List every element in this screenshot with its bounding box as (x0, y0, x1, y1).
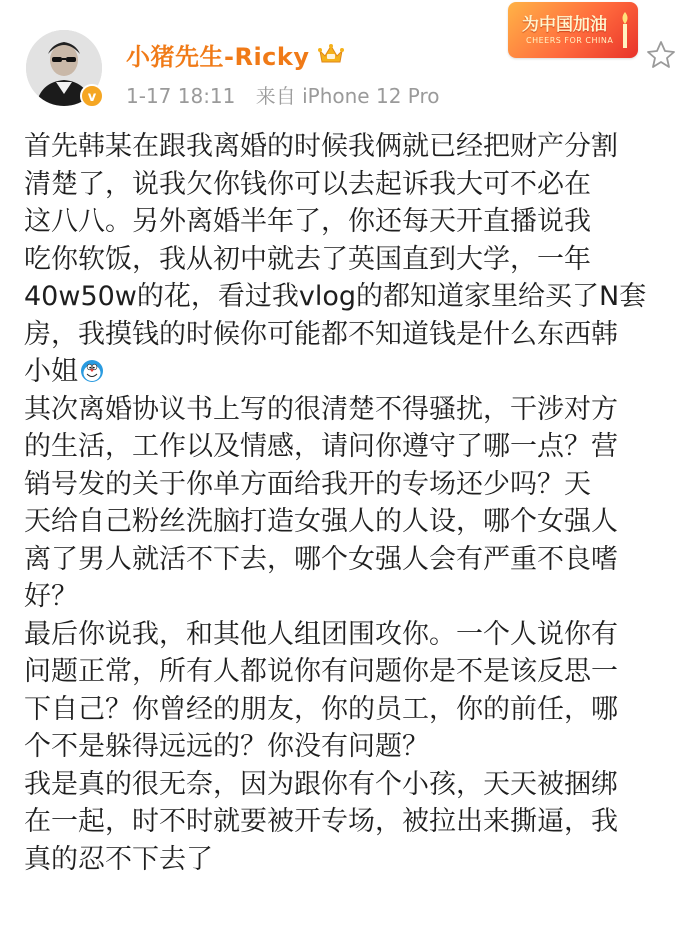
content-line: 销号发的关于你单方面给我开的专场还少吗？天 (24, 468, 591, 500)
post-meta (126, 80, 454, 109)
content-line: 问题正常，所有人都说你有问题你是不是该反思一 (24, 656, 618, 687)
content-line: 吃你软饭，我从初中就去了英国直到大学，一年 (24, 243, 591, 275)
username-row (126, 36, 344, 72)
verified-badge-icon (80, 84, 104, 108)
content-line: 我是真的很无奈，因为跟你有个小孩，天天被捆绑 (24, 768, 618, 800)
content-line: 其次离婚协议书上写的很清楚不得骚扰，干涉对方 (24, 393, 618, 425)
content-line: 下自己？你曾经的朋友，你的员工，你的前任，哪 (24, 693, 618, 725)
crown-icon[interactable] (318, 43, 344, 65)
post-timestamp: 1-17 18:11 (126, 84, 236, 108)
promo-banner[interactable] (508, 2, 638, 58)
content-line: 40w50w的花，看过我vlog的都知道家里给买了N套 (24, 281, 647, 312)
username[interactable]: 小猪先生-Ricky (126, 42, 310, 71)
content-line: 真的忍不下去了 (24, 843, 213, 875)
post-source: 来自 iPhone 12 Pro (255, 84, 440, 108)
content-line: 清楚了，说我欠你钱你可以去起诉我大可不必在 (24, 168, 591, 200)
post-content (24, 128, 680, 878)
content-line: 最后你说我，和其他人组团围攻你。一个人说你有 (24, 618, 618, 650)
content-line-with-emoji (24, 353, 680, 391)
content-line: 离了男人就活不下去，哪个女强人会有严重不良嗜 (24, 543, 618, 575)
content-line: 房，我摸钱的时候你可能都不知道钱是什么东西韩 (24, 318, 618, 350)
content-line: 首先韩某在跟我离婚的时候我俩就已经把财产分割 (24, 131, 618, 162)
content-line: 的生活，工作以及情感，请问你遵守了哪一点？营 (24, 431, 618, 462)
doraemon-emoji-icon (80, 356, 104, 380)
star-outline-icon[interactable] (646, 40, 676, 70)
content-line: 这八八。另外离婚半年了，你还每天开直播说我 (24, 206, 591, 237)
post-header (0, 0, 700, 120)
content-line-text: 小姐 (24, 356, 78, 387)
content-line: 好？ (24, 581, 78, 612)
promo-banner-subtitle: CHEERS FOR CHINA (526, 36, 614, 45)
content-line: 在一起，时不时就要被开专场，被拉出来撕逼，我 (24, 806, 618, 837)
promo-banner-title: 为中国加油 (522, 15, 607, 35)
content-line: 个不是躲得远远的？你没有问题？ (24, 731, 429, 762)
svg-text:v: v (87, 90, 97, 105)
torch-icon (618, 12, 632, 48)
content-line: 天给自己粉丝洗脑打造女强人的人设，哪个女强人 (24, 506, 618, 537)
